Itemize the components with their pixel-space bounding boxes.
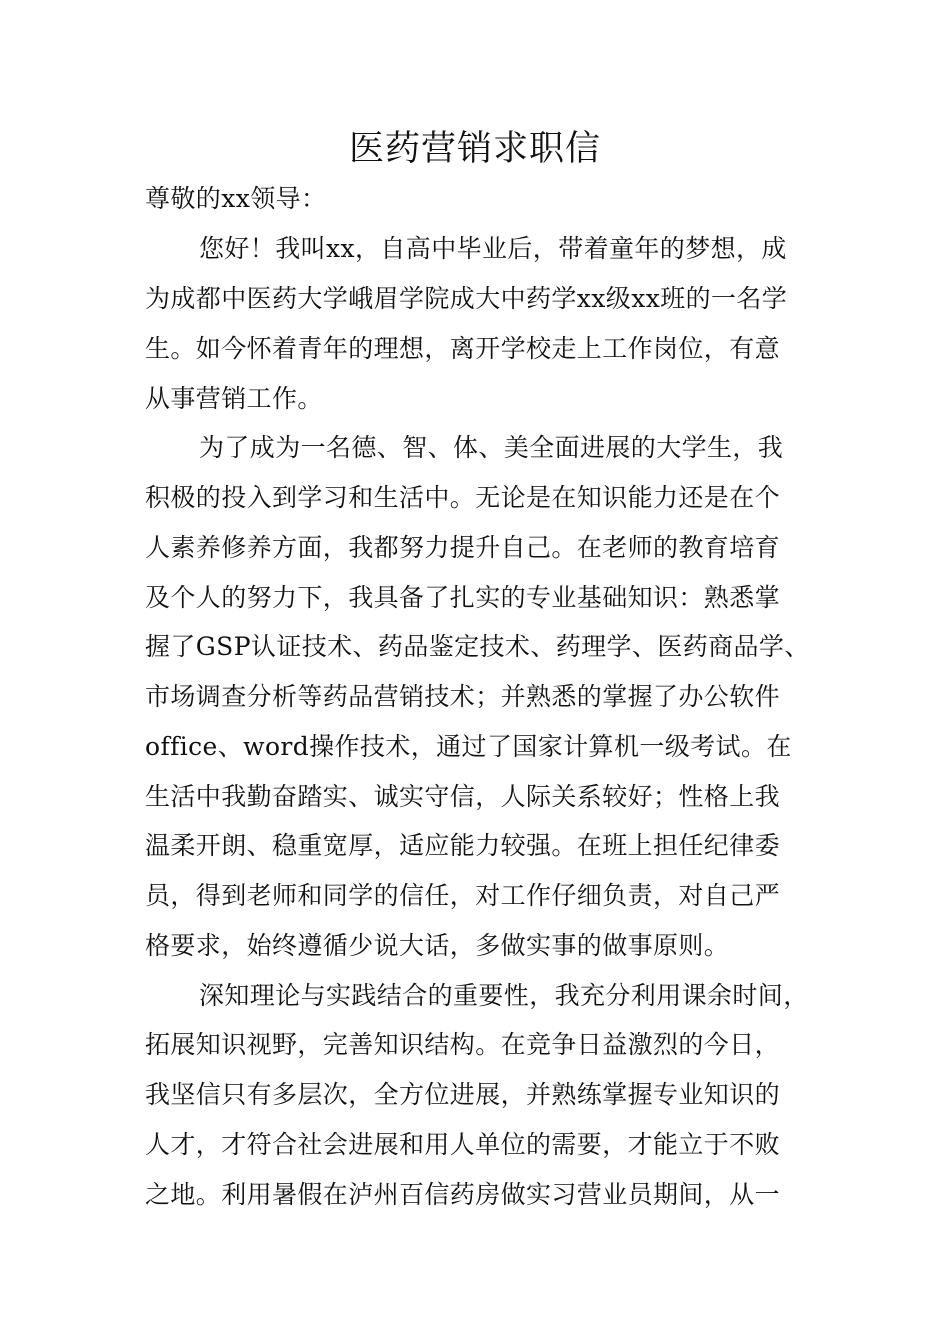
body-line: office、word操作技术，通过了国家计算机一级考试。在	[145, 732, 792, 761]
body-line: 拓展知识视野，完善知识结构。在竞争日益激烈的今日，	[145, 1030, 781, 1059]
body-line: 积极的投入到学习和生活中。无论是在知识能力还是在个	[145, 483, 781, 512]
body-line: 为了成为一名德、智、体、美全面进展的大学生，我	[199, 433, 784, 462]
body-line: 及个人的努力下，我具备了扎实的专业基础知识：熟悉掌	[145, 583, 781, 612]
body-line: 深知理论与实践结合的重要性，我充分利用课余时间，	[199, 981, 809, 1010]
body-line: 人素养修养方面，我都努力提升自己。在老师的教育培育	[145, 533, 781, 562]
document-title: 医药营销求职信	[348, 129, 601, 169]
body-line: 温柔开朗、稳重宽厚，适应能力较强。在班上担任纪律委	[145, 831, 781, 860]
body-line: 之地。利用暑假在泸州百信药房做实习营业员期间，从一	[145, 1180, 781, 1209]
body-line: 握了GSP认证技术、药品鉴定技术、药理学、医药商品学、	[145, 632, 810, 661]
salutation-line: 尊敬的xx领导：	[145, 184, 327, 213]
body-line: 格要求，始终遵循少说大话，多做实事的做事原则。	[145, 931, 730, 960]
body-line: 人才，才符合社会进展和用人单位的需要，才能立于不败	[145, 1130, 781, 1159]
body-line: 员，得到老师和同学的信任，对工作仔细负责，对自己严	[145, 881, 781, 910]
body-line: 您好！我叫xx，自高中毕业后，带着童年的梦想，成	[199, 234, 787, 263]
body-line: 生。如今怀着青年的理想，离开学校走上工作岗位，有意	[145, 334, 781, 363]
body-line: 市场调查分析等药品营销技术；并熟悉的掌握了办公软件	[145, 682, 781, 711]
body-line: 我坚信只有多层次，全方位进展，并熟练掌握专业知识的	[145, 1080, 781, 1109]
body-line: 为成都中医药大学峨眉学院成大中药学xx级xx班的一名学	[145, 284, 788, 313]
body-line: 生活中我勤奋踏实、诚实守信，人际关系较好；性格上我	[145, 782, 781, 811]
body-line: 从事营销工作。	[145, 384, 323, 413]
